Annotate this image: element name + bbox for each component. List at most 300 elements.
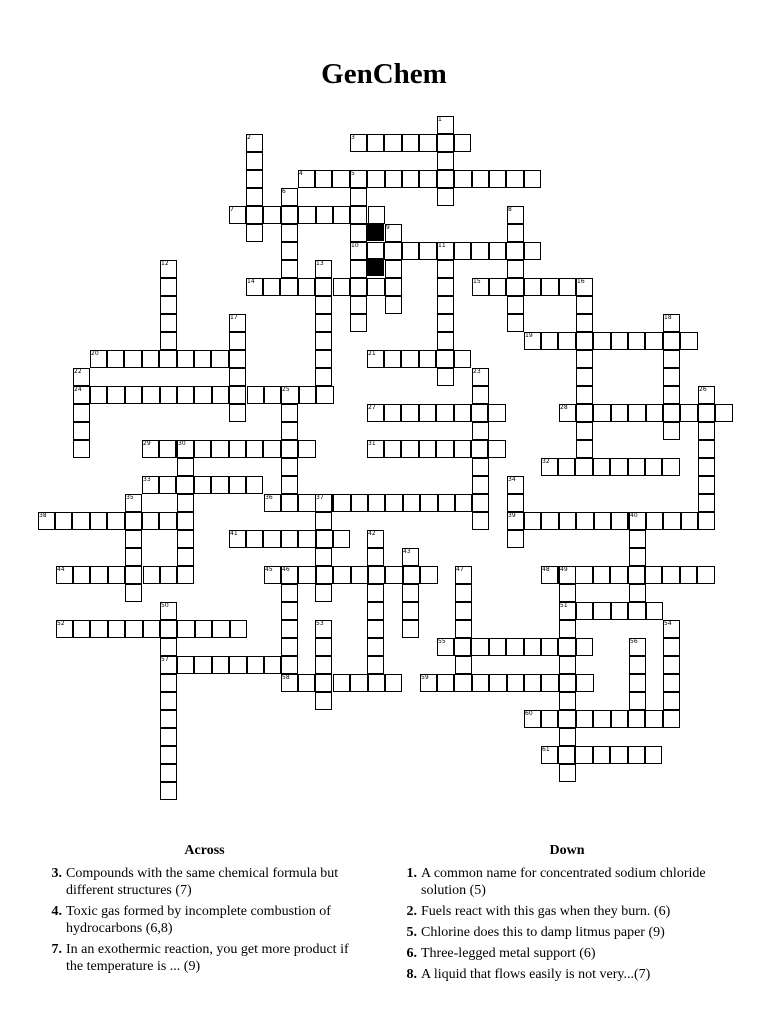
grid-cell[interactable] [142, 476, 160, 494]
grid-cell[interactable] [506, 170, 524, 188]
grid-cell[interactable] [680, 566, 698, 584]
grid-cell[interactable] [489, 278, 507, 296]
grid-cell[interactable] [507, 224, 525, 242]
grid-cell[interactable] [160, 674, 178, 692]
grid-cell[interactable] [73, 566, 91, 584]
grid-cell[interactable] [698, 404, 716, 422]
grid-cell[interactable] [524, 710, 542, 728]
grid-cell[interactable] [402, 602, 420, 620]
grid-cell[interactable] [367, 584, 385, 602]
grid-cell[interactable] [229, 206, 247, 224]
grid-cell[interactable] [576, 440, 594, 458]
grid-cell[interactable] [55, 512, 73, 530]
grid-cell[interactable] [367, 350, 385, 368]
grid-cell[interactable] [436, 404, 454, 422]
grid-cell[interactable] [524, 512, 542, 530]
grid-cell[interactable] [472, 422, 490, 440]
grid-cell[interactable] [593, 566, 611, 584]
grid-cell[interactable] [246, 206, 264, 224]
grid-cell[interactable] [281, 422, 299, 440]
grid-cell[interactable] [559, 584, 577, 602]
grid-cell[interactable] [107, 512, 125, 530]
grid-cell[interactable] [593, 746, 611, 764]
grid-cell[interactable] [56, 566, 74, 584]
grid-cell[interactable] [177, 458, 195, 476]
grid-cell[interactable] [576, 674, 594, 692]
grid-cell[interactable] [367, 170, 385, 188]
grid-cell[interactable] [611, 404, 629, 422]
grid-cell[interactable] [628, 458, 646, 476]
grid-cell[interactable] [629, 530, 647, 548]
grid-cell[interactable] [90, 620, 108, 638]
grid-cell[interactable] [211, 476, 229, 494]
grid-cell[interactable] [159, 476, 177, 494]
grid-cell[interactable] [384, 350, 402, 368]
grid-cell[interactable] [315, 350, 333, 368]
grid-cell[interactable] [559, 566, 577, 584]
grid-cell[interactable] [402, 134, 420, 152]
grid-cell[interactable] [125, 386, 143, 404]
grid-cell[interactable] [315, 296, 333, 314]
grid-cell[interactable] [401, 350, 419, 368]
grid-cell[interactable] [507, 206, 525, 224]
grid-cell[interactable] [315, 620, 333, 638]
grid-cell[interactable] [436, 350, 454, 368]
grid-cell[interactable] [384, 404, 402, 422]
grid-cell[interactable] [246, 476, 264, 494]
grid-cell[interactable] [419, 242, 437, 260]
grid-cell[interactable] [645, 710, 663, 728]
grid-cell[interactable] [333, 278, 351, 296]
grid-cell[interactable] [506, 242, 524, 260]
grid-cell[interactable] [541, 746, 559, 764]
grid-cell[interactable] [420, 674, 438, 692]
grid-cell[interactable] [73, 440, 91, 458]
grid-cell[interactable] [298, 206, 316, 224]
grid-cell[interactable] [698, 422, 716, 440]
grid-cell[interactable] [663, 638, 681, 656]
grid-cell[interactable] [367, 656, 385, 674]
grid-cell[interactable] [332, 170, 350, 188]
grid-cell[interactable] [367, 530, 385, 548]
grid-cell[interactable] [333, 206, 351, 224]
grid-cell[interactable] [559, 278, 577, 296]
grid-cell[interactable] [454, 674, 472, 692]
grid-cell[interactable] [315, 494, 333, 512]
grid-cell[interactable] [698, 512, 716, 530]
grid-cell[interactable] [160, 710, 178, 728]
grid-cell[interactable] [697, 566, 715, 584]
grid-cell[interactable] [350, 242, 368, 260]
grid-cell[interactable] [281, 530, 299, 548]
grid-cell[interactable] [229, 656, 247, 674]
grid-cell[interactable] [159, 440, 177, 458]
grid-cell[interactable] [611, 332, 629, 350]
grid-cell[interactable] [177, 350, 195, 368]
grid-cell[interactable] [230, 620, 248, 638]
grid-cell[interactable] [385, 278, 403, 296]
grid-cell[interactable] [38, 512, 56, 530]
grid-cell[interactable] [455, 566, 473, 584]
grid-cell[interactable] [125, 548, 143, 566]
grid-cell[interactable] [576, 368, 594, 386]
grid-cell[interactable] [263, 206, 281, 224]
grid-cell[interactable] [558, 710, 576, 728]
grid-cell[interactable] [229, 386, 247, 404]
grid-cell[interactable] [263, 440, 281, 458]
grid-cell[interactable] [315, 278, 333, 296]
grid-cell[interactable] [194, 476, 212, 494]
grid-cell[interactable] [646, 602, 664, 620]
grid-cell[interactable] [160, 296, 178, 314]
grid-cell[interactable] [437, 260, 455, 278]
grid-cell[interactable] [663, 404, 681, 422]
grid-cell[interactable] [663, 332, 681, 350]
grid-cell[interactable] [124, 350, 142, 368]
grid-cell[interactable] [507, 296, 525, 314]
grid-cell[interactable] [367, 134, 385, 152]
grid-cell[interactable] [264, 386, 282, 404]
grid-cell[interactable] [385, 566, 403, 584]
grid-cell[interactable] [454, 134, 472, 152]
grid-cell[interactable] [385, 224, 403, 242]
grid-cell[interactable] [315, 692, 333, 710]
grid-cell[interactable] [90, 386, 108, 404]
grid-cell[interactable] [160, 728, 178, 746]
grid-cell[interactable] [454, 242, 472, 260]
grid-cell[interactable] [298, 566, 316, 584]
grid-cell[interactable] [107, 386, 125, 404]
grid-cell[interactable] [645, 746, 663, 764]
grid-cell[interactable] [680, 404, 698, 422]
grid-cell[interactable] [402, 242, 420, 260]
grid-cell[interactable] [628, 332, 646, 350]
grid-cell[interactable] [73, 368, 91, 386]
grid-cell[interactable] [489, 170, 507, 188]
grid-cell[interactable] [281, 656, 299, 674]
grid-cell[interactable] [211, 350, 229, 368]
grid-cell[interactable] [73, 404, 91, 422]
grid-cell[interactable] [576, 332, 594, 350]
grid-cell[interactable] [438, 494, 456, 512]
grid-cell[interactable] [559, 512, 577, 530]
grid-cell[interactable] [437, 332, 455, 350]
grid-cell[interactable] [281, 188, 299, 206]
grid-cell[interactable] [576, 710, 594, 728]
grid-cell[interactable] [437, 170, 455, 188]
grid-cell[interactable] [281, 584, 299, 602]
grid-cell[interactable] [108, 566, 126, 584]
grid-cell[interactable] [663, 620, 681, 638]
grid-cell[interactable] [437, 368, 455, 386]
grid-cell[interactable] [472, 458, 490, 476]
grid-cell[interactable] [281, 674, 299, 692]
grid-cell[interactable] [576, 638, 594, 656]
grid-cell[interactable] [698, 386, 716, 404]
grid-cell[interactable] [367, 548, 385, 566]
grid-cell[interactable] [403, 494, 421, 512]
grid-cell[interactable] [437, 134, 455, 152]
grid-cell[interactable] [160, 656, 178, 674]
grid-cell[interactable] [211, 440, 229, 458]
grid-cell[interactable] [558, 638, 576, 656]
grid-cell[interactable] [143, 620, 161, 638]
grid-cell[interactable] [246, 170, 264, 188]
grid-cell[interactable] [159, 350, 177, 368]
grid-cell[interactable] [315, 332, 333, 350]
grid-cell[interactable] [194, 440, 212, 458]
grid-cell[interactable] [280, 278, 298, 296]
grid-cell[interactable] [628, 746, 646, 764]
grid-cell[interactable] [367, 242, 385, 260]
grid-cell[interactable] [488, 440, 506, 458]
grid-cell[interactable] [160, 566, 178, 584]
grid-cell[interactable] [212, 656, 230, 674]
grid-cell[interactable] [159, 512, 177, 530]
grid-cell[interactable] [246, 224, 264, 242]
grid-cell[interactable] [229, 530, 247, 548]
grid-cell[interactable] [454, 638, 472, 656]
grid-cell[interactable] [559, 692, 577, 710]
grid-cell[interactable] [507, 512, 525, 530]
grid-cell[interactable] [489, 242, 507, 260]
grid-cell[interactable] [246, 278, 264, 296]
grid-cell[interactable] [281, 458, 299, 476]
grid-cell[interactable] [385, 494, 403, 512]
grid-cell[interactable] [368, 494, 386, 512]
grid-cell[interactable] [576, 602, 594, 620]
grid-cell[interactable] [315, 314, 333, 332]
grid-cell[interactable] [298, 170, 316, 188]
grid-cell[interactable] [315, 512, 333, 530]
grid-cell[interactable] [264, 494, 282, 512]
grid-cell[interactable] [160, 602, 178, 620]
grid-cell[interactable] [177, 512, 195, 530]
grid-cell[interactable] [247, 386, 265, 404]
grid-cell[interactable] [681, 512, 699, 530]
grid-cell[interactable] [576, 386, 594, 404]
grid-cell[interactable] [402, 170, 420, 188]
grid-cell[interactable] [663, 674, 681, 692]
grid-cell[interactable] [229, 440, 247, 458]
grid-cell[interactable] [176, 476, 194, 494]
grid-cell[interactable] [247, 656, 265, 674]
grid-cell[interactable] [559, 674, 577, 692]
grid-cell[interactable] [90, 566, 108, 584]
grid-cell[interactable] [281, 566, 299, 584]
grid-cell[interactable] [454, 170, 472, 188]
grid-cell[interactable] [472, 476, 490, 494]
grid-cell[interactable] [610, 746, 628, 764]
grid-cell[interactable] [229, 404, 247, 422]
grid-cell[interactable] [108, 620, 126, 638]
grid-cell[interactable] [281, 386, 299, 404]
grid-cell[interactable] [125, 620, 143, 638]
grid-cell[interactable] [506, 638, 524, 656]
grid-cell[interactable] [437, 152, 455, 170]
grid-cell[interactable] [541, 332, 559, 350]
grid-cell[interactable] [281, 620, 299, 638]
grid-cell[interactable] [333, 494, 351, 512]
grid-cell[interactable] [316, 530, 334, 548]
grid-cell[interactable] [298, 674, 316, 692]
grid-cell[interactable] [90, 350, 108, 368]
grid-cell[interactable] [160, 386, 178, 404]
grid-cell[interactable] [177, 656, 195, 674]
grid-cell[interactable] [281, 260, 299, 278]
grid-cell[interactable] [454, 404, 472, 422]
grid-cell[interactable] [384, 440, 402, 458]
grid-cell[interactable] [575, 566, 593, 584]
grid-cell[interactable] [698, 440, 716, 458]
grid-cell[interactable] [593, 602, 611, 620]
grid-cell[interactable] [698, 458, 716, 476]
grid-cell[interactable] [384, 134, 402, 152]
grid-cell[interactable] [212, 620, 230, 638]
grid-cell[interactable] [229, 314, 247, 332]
grid-cell[interactable] [350, 134, 368, 152]
grid-cell[interactable] [472, 386, 490, 404]
grid-cell[interactable] [107, 350, 125, 368]
grid-cell[interactable] [315, 584, 333, 602]
grid-cell[interactable] [645, 566, 663, 584]
grid-cell[interactable] [558, 458, 576, 476]
grid-cell[interactable] [541, 566, 559, 584]
grid-cell[interactable] [437, 242, 455, 260]
grid-cell[interactable] [177, 386, 195, 404]
grid-cell[interactable] [645, 332, 663, 350]
grid-cell[interactable] [333, 674, 351, 692]
grid-cell[interactable] [680, 332, 698, 350]
grid-cell[interactable] [472, 494, 490, 512]
grid-cell[interactable] [541, 458, 559, 476]
grid-cell[interactable] [593, 458, 611, 476]
grid-cell[interactable] [506, 278, 524, 296]
grid-cell[interactable] [177, 530, 195, 548]
grid-cell[interactable] [350, 188, 368, 206]
grid-cell[interactable] [160, 638, 178, 656]
grid-cell[interactable] [368, 206, 386, 224]
grid-cell[interactable] [437, 278, 455, 296]
grid-cell[interactable] [610, 566, 628, 584]
grid-cell[interactable] [455, 620, 473, 638]
grid-cell[interactable] [663, 512, 681, 530]
grid-cell[interactable] [125, 584, 143, 602]
grid-cell[interactable] [125, 566, 143, 584]
grid-cell[interactable] [403, 566, 421, 584]
grid-cell[interactable] [263, 278, 281, 296]
grid-cell[interactable] [471, 404, 489, 422]
grid-cell[interactable] [160, 278, 178, 296]
grid-cell[interactable] [385, 674, 403, 692]
grid-cell[interactable] [437, 638, 455, 656]
grid-cell[interactable] [507, 494, 525, 512]
grid-cell[interactable] [454, 350, 472, 368]
grid-cell[interactable] [575, 746, 593, 764]
grid-cell[interactable] [194, 350, 212, 368]
grid-cell[interactable] [212, 386, 230, 404]
grid-cell[interactable] [575, 458, 593, 476]
grid-cell[interactable] [541, 674, 559, 692]
grid-cell[interactable] [576, 278, 594, 296]
grid-cell[interactable] [402, 548, 420, 566]
grid-cell[interactable] [177, 440, 195, 458]
grid-cell[interactable] [367, 404, 385, 422]
grid-cell[interactable] [160, 782, 178, 800]
grid-cell[interactable] [385, 296, 403, 314]
grid-cell[interactable] [160, 692, 178, 710]
grid-cell[interactable] [455, 494, 473, 512]
grid-cell[interactable] [663, 386, 681, 404]
grid-cell[interactable] [524, 332, 542, 350]
grid-cell[interactable] [402, 584, 420, 602]
grid-cell[interactable] [610, 458, 628, 476]
grid-cell[interactable] [524, 638, 542, 656]
grid-cell[interactable] [629, 692, 647, 710]
grid-cell[interactable] [472, 368, 490, 386]
grid-cell[interactable] [142, 350, 160, 368]
grid-cell[interactable] [559, 728, 577, 746]
grid-cell[interactable] [316, 566, 334, 584]
grid-cell[interactable] [160, 314, 178, 332]
grid-cell[interactable] [437, 296, 455, 314]
grid-cell[interactable] [194, 656, 212, 674]
grid-cell[interactable] [125, 512, 143, 530]
grid-cell[interactable] [645, 458, 663, 476]
grid-cell[interactable] [541, 512, 559, 530]
grid-cell[interactable] [507, 260, 525, 278]
grid-cell[interactable] [593, 710, 611, 728]
grid-cell[interactable] [401, 440, 419, 458]
grid-cell[interactable] [576, 422, 594, 440]
grid-cell[interactable] [333, 566, 351, 584]
grid-cell[interactable] [489, 638, 507, 656]
grid-cell[interactable] [698, 494, 716, 512]
grid-cell[interactable] [264, 656, 282, 674]
grid-cell[interactable] [646, 512, 664, 530]
grid-cell[interactable] [471, 638, 489, 656]
grid-cell[interactable] [177, 620, 195, 638]
grid-cell[interactable] [472, 512, 490, 530]
grid-cell[interactable] [367, 440, 385, 458]
grid-cell[interactable] [455, 656, 473, 674]
grid-cell[interactable] [281, 638, 299, 656]
grid-cell[interactable] [663, 422, 681, 440]
grid-cell[interactable] [663, 314, 681, 332]
grid-cell[interactable] [143, 566, 161, 584]
grid-cell[interactable] [455, 602, 473, 620]
grid-cell[interactable] [160, 764, 178, 782]
grid-cell[interactable] [142, 440, 160, 458]
grid-cell[interactable] [419, 350, 437, 368]
grid-cell[interactable] [663, 368, 681, 386]
grid-cell[interactable] [246, 440, 264, 458]
grid-cell[interactable] [298, 278, 316, 296]
grid-cell[interactable] [401, 404, 419, 422]
grid-cell[interactable] [576, 350, 594, 368]
grid-cell[interactable] [489, 674, 507, 692]
grid-cell[interactable] [419, 404, 437, 422]
grid-cell[interactable] [629, 584, 647, 602]
grid-cell[interactable] [420, 566, 438, 584]
grid-cell[interactable] [471, 440, 489, 458]
grid-cell[interactable] [350, 224, 368, 242]
grid-cell[interactable] [281, 224, 299, 242]
grid-cell[interactable] [420, 494, 438, 512]
grid-cell[interactable] [385, 170, 403, 188]
grid-cell[interactable] [662, 566, 680, 584]
grid-cell[interactable] [488, 404, 506, 422]
